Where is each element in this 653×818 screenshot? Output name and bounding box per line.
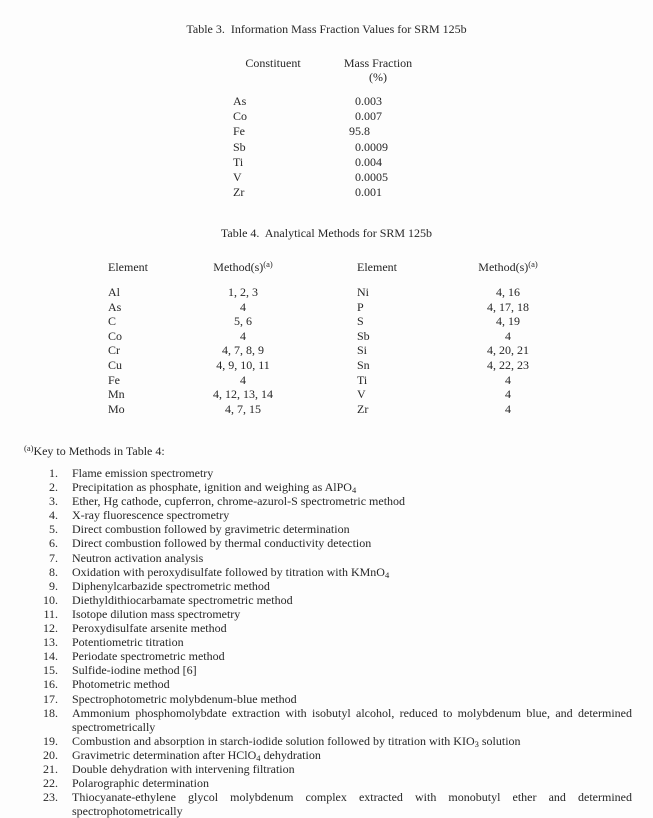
element-cell: Fe [108, 372, 120, 387]
methods-cell: 4, 7, 15 [225, 401, 261, 416]
key-item [24, 663, 632, 677]
table4-element-header: Element [357, 260, 397, 274]
table4-methods-header: $Method(s)^{(a)}$ [213, 259, 273, 274]
constituent-cell: Co [233, 109, 248, 124]
table3-col1-header: Constituent [245, 56, 301, 70]
constituent-cell: Zr [233, 185, 245, 200]
methods-cell: 4 [505, 401, 511, 416]
key-item [24, 536, 632, 550]
key-item-number: 8. [49, 564, 58, 579]
key-item-text: Direct combustion followed by thermal conductivity detection [72, 536, 372, 551]
key-item [24, 466, 632, 480]
key-item-text: Direct combustion followed by gravimetric determination [72, 522, 350, 537]
key-item [24, 692, 632, 706]
key-item-text: Double dehydration with intervening filtration [72, 761, 295, 776]
key-item-text: Flame emission spectrometry [72, 466, 214, 480]
key-item [24, 480, 632, 494]
table4-title: Table 4. Analytical Methods for SRM 125b [220, 226, 433, 240]
methods-cell: 4 [240, 328, 246, 343]
key-item [24, 494, 632, 508]
mass-fraction-cell: 0 .0005 [355, 170, 388, 185]
table3-col2-header-line2: (%) [369, 70, 387, 84]
methods-cell: 4 [505, 372, 511, 387]
key-item-number: 9. [49, 578, 58, 593]
table3-title: Table 3. Information Mass Fraction Values for SRM 125b [186, 22, 467, 36]
key-item-text: Thiocyanate-ethylene glycol molybdenum complex extracted with monobutyl ether and determined spectrophotometrically [72, 790, 632, 818]
methods-cell: 4, 17, 18 [487, 299, 529, 314]
key-item [24, 635, 632, 649]
methods-cell: 4 [240, 372, 246, 387]
key-item-number: 18. [43, 705, 58, 720]
methods-cell: 4, 9, 10, 11 [216, 357, 270, 372]
element-cell: Sn [357, 357, 370, 372]
element-cell: Mn [108, 387, 125, 402]
element-cell: C [108, 314, 117, 329]
constituent-cell: Fe [233, 124, 245, 139]
key-item-text: X-ray fluorescence spectrometry [72, 508, 230, 523]
key-item [24, 593, 632, 607]
element-cell: Si [357, 343, 368, 358]
methods-cell: 5, 6 [234, 314, 252, 329]
key-item-number: 13. [43, 635, 58, 650]
table3-col2-header [318, 56, 438, 94]
key-item-number: 19. [43, 733, 58, 748]
mass-fraction-cell: 95 .8 [349, 124, 370, 139]
key-item-number: 1. [49, 466, 58, 480]
table3-col2-header-line1: Mass Fraction [343, 56, 413, 70]
key-item-text: Polarographic determination [72, 776, 209, 791]
mass-fraction-cell: 0 .003 [355, 94, 382, 108]
key-item-number: 2. [49, 480, 58, 495]
key-item-number: 3. [49, 494, 58, 509]
key-item-text: Diethyldithiocarbamate spectrometric method [72, 592, 293, 607]
mass-fraction-cell: 0 .004 [355, 154, 382, 169]
key-item-number: 21. [43, 761, 58, 776]
constituent-cell: As [233, 94, 247, 108]
element-cell: P [357, 299, 364, 314]
mass-fraction-cell: 0 .001 [355, 185, 382, 200]
key-item-text: Gravimetric determination after HClO$_4$ dehydration [72, 747, 321, 763]
methods-key-section [24, 444, 632, 818]
key-item-text: Combustion and absorption in starch-iodide solution followed by titration with $KIO_3$ solution [72, 733, 521, 749]
key-heading: $^{(a)}$Key to Methods in Table 4: [24, 443, 165, 458]
methods-cell: 4 [505, 328, 511, 343]
element-cell: S [357, 314, 364, 329]
constituent-cell: Ti [233, 154, 244, 169]
key-item [24, 607, 632, 621]
key-item-number: 22. [43, 776, 58, 791]
key-item-number: 7. [49, 550, 58, 565]
key-item-number: 11. [43, 606, 58, 621]
key-item-number: 12. [43, 621, 58, 636]
key-item-text: Ammonium phosphomolybdate extraction with isobutyl alcohol, reduced to molybdenum blue, and determined spectrometrically [72, 705, 632, 734]
methods-cell: 4, 20, 21 [487, 343, 529, 358]
element-cell: Cu [108, 357, 123, 372]
mass-fraction-cell: 0 .007 [355, 109, 382, 124]
key-item-number: 6. [49, 536, 58, 551]
methods-cell: 4, 19 [496, 314, 520, 329]
table4 [108, 260, 583, 416]
key-item [24, 677, 632, 691]
key-item [24, 734, 632, 748]
key-item [24, 579, 632, 593]
methods-cell: 4, 12, 13, 14 [213, 387, 273, 402]
key-item [24, 551, 632, 565]
element-cell: V [357, 387, 366, 402]
key-item-number: 17. [43, 691, 58, 706]
key-item [24, 762, 632, 776]
key-item-text: Potentiometric titration [72, 635, 184, 650]
key-item [24, 508, 632, 522]
key-item [24, 706, 632, 734]
key-item-number: 20. [43, 747, 58, 762]
key-item [24, 776, 632, 790]
key-item-number: 16. [43, 677, 58, 692]
element-cell: Cr [108, 343, 120, 358]
key-item-number: 14. [43, 649, 58, 664]
methods-cell: 4, 7, 8, 9 [222, 343, 264, 358]
key-item-text: Periodate spectrometric method [72, 649, 225, 664]
element-cell: Co [108, 328, 123, 343]
mass-fraction-cell: 0 .0009 [355, 139, 388, 154]
key-item-number: 15. [43, 663, 58, 678]
key-item [24, 649, 632, 663]
table4-element-header: Element [108, 260, 148, 274]
element-cell: Mo [108, 401, 125, 416]
key-item-text: Spectrophotometric molybdenum-blue method [72, 691, 297, 706]
element-cell: Sb [357, 328, 370, 343]
element-cell: Ni [357, 285, 369, 299]
table3 [228, 56, 438, 200]
key-item-number: 23. [43, 790, 58, 805]
key-item-text: Neutron activation analysis [72, 550, 204, 565]
key-item-text: Sulfide-iodine method [6] [72, 663, 197, 678]
constituent-cell: V [233, 170, 242, 185]
methods-cell: 1, 2, 3 [228, 285, 258, 299]
key-item-text: Oxidation with peroxydisulfate followed by titration with KMnO$_4$ [72, 564, 390, 580]
methods-cell: 4 [505, 387, 511, 402]
constituent-cell: Sb [233, 139, 246, 154]
key-item-text: Isotope dilution mass spectrometry [72, 606, 241, 621]
key-item [24, 621, 632, 635]
key-item-text: Ether, Hg cathode, cupferron, chrome-azurol-S spectrometric method [72, 494, 406, 509]
key-item-number: 5. [49, 522, 58, 537]
key-item-text: Photometric method [72, 677, 170, 692]
table4-methods-header: $Method(s)^{(a)}$ [478, 259, 538, 274]
methods-cell: 4, 22, 23 [487, 357, 529, 372]
key-item [24, 748, 632, 762]
element-cell: As [108, 299, 122, 314]
element-cell: Al [108, 285, 120, 299]
key-item-number: 4. [49, 508, 58, 523]
key-item [24, 522, 632, 536]
element-cell: Ti [357, 372, 368, 387]
key-item-text: Peroxydisulfate arsenite method [72, 621, 227, 636]
key-item-text: Precipitation as phosphate, ignition and weighing as AlPO$_4$ [72, 480, 357, 496]
key-item-number: 10. [43, 592, 58, 607]
methods-cell: 4, 16 [496, 285, 520, 299]
methods-cell: 4 [240, 299, 246, 314]
element-cell: Zr [357, 401, 369, 416]
key-item [24, 790, 632, 818]
key-item-text: Diphenylcarbazide spectrometric method [72, 578, 270, 593]
key-item [24, 565, 632, 579]
